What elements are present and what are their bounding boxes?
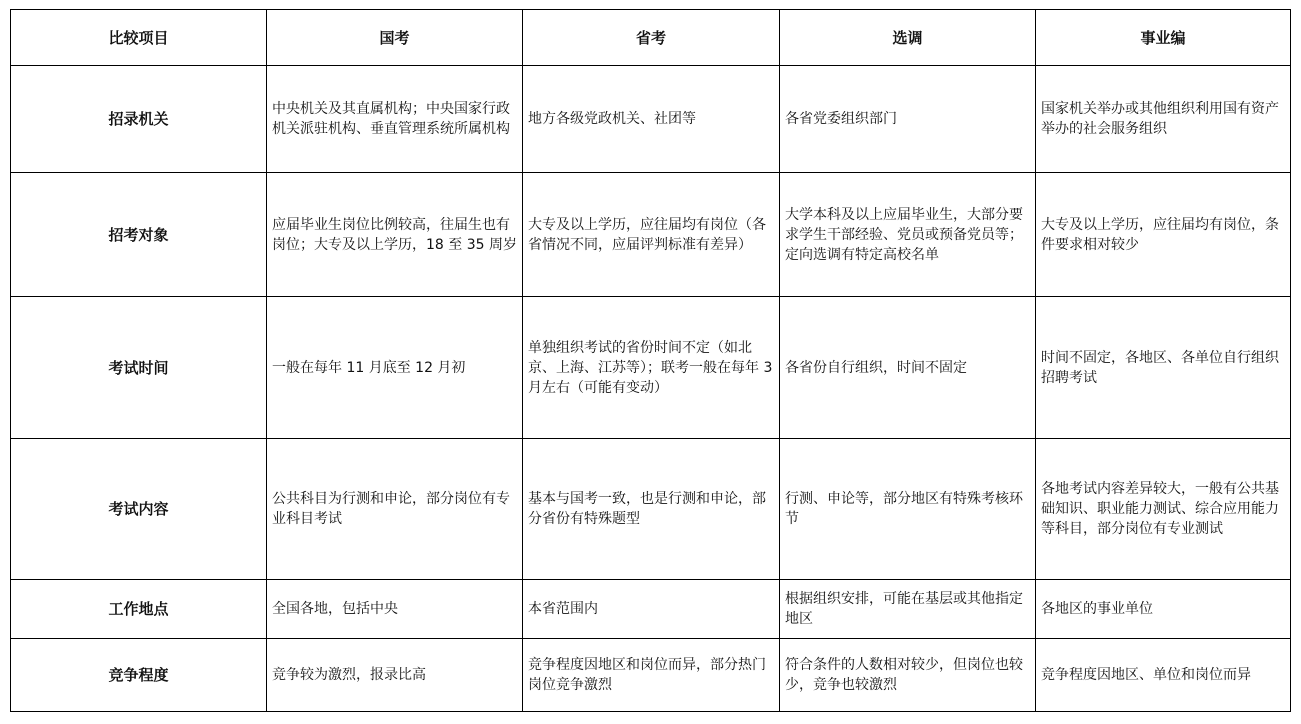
table-cell: 根据组织安排，可能在基层或其他指定地区 — [780, 580, 1036, 639]
header-provincial-exam: 省考 — [523, 10, 780, 66]
table-cell: 竞争较为激烈，报录比高 — [267, 639, 523, 712]
table-cell: 各省份自行组织，时间不固定 — [780, 297, 1036, 439]
table-cell: 单独组织考试的省份时间不定（如北京、上海、江苏等）；联考一般在每年 3 月左右（可能有变动） — [523, 297, 780, 439]
header-selection: 选调 — [780, 10, 1036, 66]
table-cell: 行测、申论等，部分地区有特殊考核环节 — [780, 439, 1036, 580]
header-national-exam: 国考 — [267, 10, 523, 66]
table-row — [11, 639, 1291, 712]
table-cell: 应届毕业生岗位比例较高，往届生也有岗位；大专及以上学历，18 至 35 周岁 — [267, 173, 523, 297]
header-row — [11, 10, 1291, 66]
table-cell: 一般在每年 11 月底至 12 月初 — [267, 297, 523, 439]
table-cell: 大学本科及以上应届毕业生，大部分要求学生干部经验、党员或预备党员等；定向选调有特定高校名单 — [780, 173, 1036, 297]
table-cell: 大专及以上学历，应往届均有岗位（各省情况不同，应届评判标准有差异） — [523, 173, 780, 297]
table-cell: 时间不固定，各地区、各单位自行组织招聘考试 — [1036, 297, 1291, 439]
table-cell: 公共科目为行测和申论，部分岗位有专业科目考试 — [267, 439, 523, 580]
table-row — [11, 580, 1291, 639]
row-label: 招考对象 — [11, 173, 267, 297]
table-cell: 国家机关举办或其他组织利用国有资产举办的社会服务组织 — [1036, 66, 1291, 173]
table-cell: 各地考试内容差异较大，一般有公共基础知识、职业能力测试、综合应用能力等科目，部分岗位有专业测试 — [1036, 439, 1291, 580]
table-cell: 全国各地，包括中央 — [267, 580, 523, 639]
table-cell: 中央机关及其直属机构；中央国家行政机关派驻机构、垂直管理系统所属机构 — [267, 66, 523, 173]
row-label: 考试内容 — [11, 439, 267, 580]
table-cell: 基本与国考一致，也是行测和申论，部分省份有特殊题型 — [523, 439, 780, 580]
table-row — [11, 66, 1291, 173]
table-row — [11, 173, 1291, 297]
table-cell: 符合条件的人数相对较少，但岗位也较少，竞争也较激烈 — [780, 639, 1036, 712]
row-label: 考试时间 — [11, 297, 267, 439]
table-cell: 地方各级党政机关、社团等 — [523, 66, 780, 173]
table-cell: 各省党委组织部门 — [780, 66, 1036, 173]
row-label: 招录机关 — [11, 66, 267, 173]
table-row — [11, 439, 1291, 580]
row-label: 工作地点 — [11, 580, 267, 639]
table-cell: 本省范围内 — [523, 580, 780, 639]
comparison-table — [10, 9, 1291, 712]
table-cell: 竞争程度因地区、单位和岗位而异 — [1036, 639, 1291, 712]
header-item: 比较项目 — [11, 10, 267, 66]
table-row — [11, 297, 1291, 439]
table-cell: 大专及以上学历，应往届均有岗位，条件要求相对较少 — [1036, 173, 1291, 297]
header-public-institution: 事业编 — [1036, 10, 1291, 66]
row-label: 竞争程度 — [11, 639, 267, 712]
table-cell: 竞争程度因地区和岗位而异，部分热门岗位竞争激烈 — [523, 639, 780, 712]
comparison-table-container — [10, 9, 1291, 712]
table-cell: 各地区的事业单位 — [1036, 580, 1291, 639]
